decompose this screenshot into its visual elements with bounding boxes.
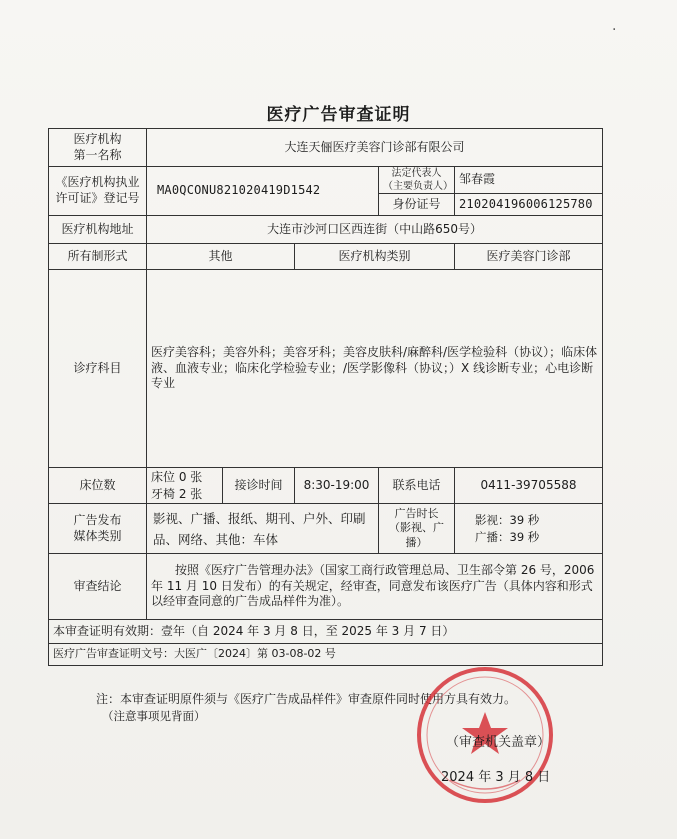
- label-address: 医疗机构地址: [49, 216, 147, 244]
- departments: 医疗美容科；美容外科；美容牙科；美容皮肤科/麻醉科/医学检验科（协议）；临床体液、血液专业；临床化学检验专业；/医学影像科（协议；）X 线诊断专业；心电诊断专业: [147, 270, 603, 468]
- seal-label: （审查机关盖章）: [446, 735, 551, 750]
- footnote: 注：本审查证明原件须与《医疗广告成品样件》审查原件同时使用方具有效力。: [96, 692, 517, 706]
- institution-name: 大连天俪医疗美容门诊部有限公司: [147, 129, 603, 167]
- label-license-number: 《医疗机构执业 许可证》登记号: [49, 167, 147, 216]
- label-media: 广告发布 媒体类别: [49, 504, 147, 554]
- label-id-number: 身份证号: [379, 194, 455, 216]
- validity-period: 本审查证明有效期：壹年（自 2024 年 3 月 8 日，至 2025 年 3 月 7 日）: [49, 620, 603, 644]
- phone: 0411-39705588: [455, 468, 603, 504]
- duration: 影视：39 秒 广播：39 秒: [455, 504, 603, 554]
- hours: 8:30-19:00: [295, 468, 379, 504]
- beds: 床位 0 张 牙椅 2 张: [147, 468, 223, 504]
- certificate-number: 医疗广告审查证明文号：大医广〔2024〕第 03-08-02 号: [49, 644, 603, 666]
- address: 大连市沙河口区西连街（中山路650号）: [147, 216, 603, 244]
- scan-mark: ·: [612, 22, 617, 38]
- label-institution-type: 医疗机构类别: [295, 244, 455, 270]
- issue-date: 2024 年 3 月 8 日: [441, 770, 551, 785]
- document-title: 医疗广告审查证明: [266, 105, 411, 125]
- label-institution-name: 医疗机构 第一名称: [49, 129, 147, 167]
- certificate-table: [48, 128, 603, 666]
- review-conclusion: 按照《医疗广告管理办法》（国家工商行政管理总局、卫生部令第 26 号，2006 年 11 月 10 日发布）的有关规定，经审查，同意发布该医疗广告（具体内容和形式以经审查同意的广告成品样件为准）。: [147, 554, 603, 620]
- footnote-2: （注意事项见背面）: [102, 709, 206, 723]
- id-number: 210204196006125780: [455, 194, 603, 216]
- license-number: MA0QCONU821020419D1542: [147, 167, 379, 216]
- institution-type: 医疗美容门诊部: [455, 244, 603, 270]
- ownership: 其他: [147, 244, 295, 270]
- label-ownership: 所有制形式: [49, 244, 147, 270]
- label-phone: 联系电话: [379, 468, 455, 504]
- legal-rep-name: 邹春霞: [455, 167, 603, 194]
- label-beds: 床位数: [49, 468, 147, 504]
- label-hours: 接诊时间: [223, 468, 295, 504]
- media: 影视、广播、报纸、期刊、户外、印刷品、网络、其他：车体: [147, 504, 379, 554]
- label-legal-rep: 法定代表人 （主要负责人）: [379, 167, 455, 194]
- label-duration: 广告时长 （影视、广播）: [379, 504, 455, 554]
- label-departments: 诊疗科目: [49, 270, 147, 468]
- label-review-conclusion: 审查结论: [49, 554, 147, 620]
